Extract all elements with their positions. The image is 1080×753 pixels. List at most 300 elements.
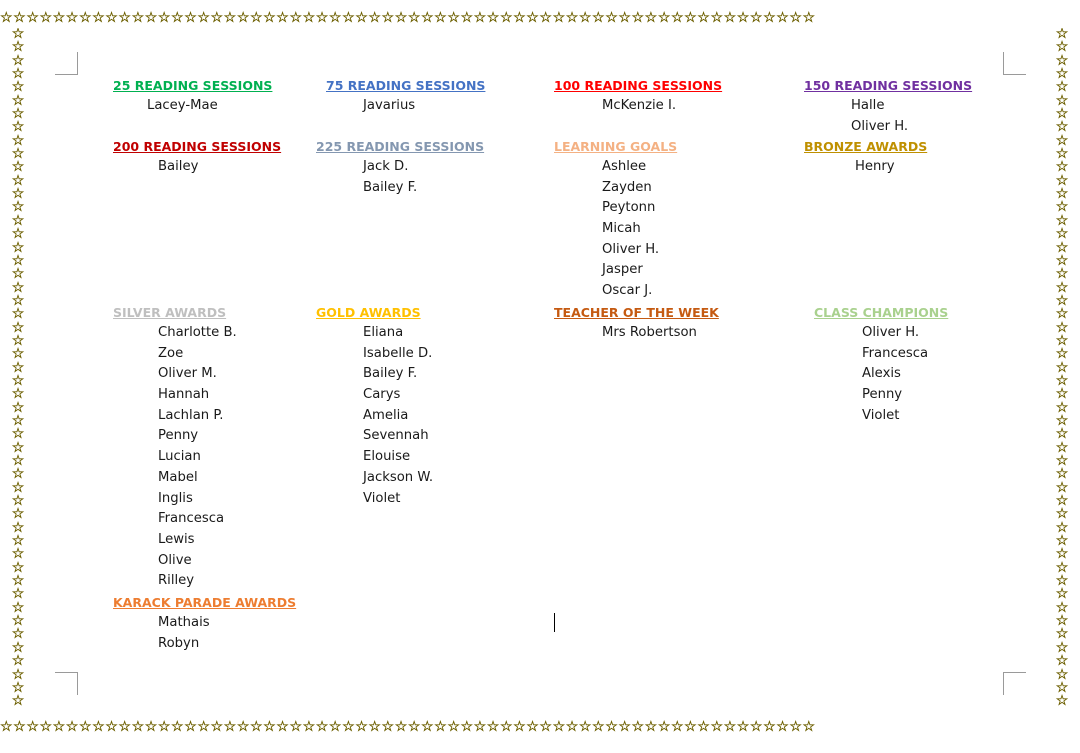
star-outline-icon: ☆ [1055,172,1069,189]
star-outline-icon: ☆ [11,399,25,416]
star-outline-icon: ☆ [11,306,25,323]
star-outline-icon: ☆ [1055,252,1069,269]
star-outline-icon: ☆ [381,10,395,26]
star-outline-icon: ☆ [315,10,329,26]
star-outline-icon: ☆ [11,372,25,389]
award-name: Robyn [158,635,200,651]
star-outline-icon: ☆ [684,10,698,26]
star-outline-icon: ☆ [1055,146,1069,163]
star-outline-icon: ☆ [421,10,435,26]
star-outline-icon: ☆ [1055,359,1069,376]
award-name: Carys [363,387,401,403]
section-heading: 200 READING SESSIONS [113,139,282,154]
name-list [158,323,237,592]
star-outline-icon: ☆ [0,719,14,735]
star-outline-icon: ☆ [1055,559,1069,576]
star-outline-icon: ☆ [368,10,382,26]
name-list [855,157,895,178]
award-name: Francesca [862,345,929,361]
star-outline-icon: ☆ [1055,666,1069,683]
section-heading: 225 READING SESSIONS [316,139,485,154]
star-outline-icon: ☆ [342,719,356,735]
star-outline-icon: ☆ [1055,479,1069,496]
star-outline-icon: ☆ [802,719,816,735]
star-outline-icon: ☆ [171,719,185,735]
star-outline-icon: ☆ [11,653,25,670]
star-outline-icon: ☆ [11,292,25,309]
star-outline-icon: ☆ [11,679,25,696]
star-outline-icon: ☆ [447,719,461,735]
name-list [147,96,218,117]
star-outline-icon: ☆ [684,719,698,735]
star-outline-icon: ☆ [670,719,685,735]
section-heading: GOLD AWARDS [316,305,421,320]
star-outline-icon: ☆ [1055,132,1069,149]
star-outline-icon: ☆ [11,172,25,189]
star-outline-icon: ☆ [11,186,25,203]
star-outline-icon: ☆ [460,10,474,26]
star-outline-icon: ☆ [631,719,645,735]
star-outline-icon: ☆ [11,666,25,683]
award-name: Ashlee [602,159,647,174]
award-name: Bailey F. [363,179,418,195]
award-name: Halle [851,98,885,113]
star-outline-icon: ☆ [1055,159,1069,176]
star-outline-icon: ☆ [1055,226,1069,243]
star-outline-icon: ☆ [1055,199,1069,216]
star-outline-icon: ☆ [434,10,448,26]
award-name: Oliver H. [851,118,909,134]
name-list [602,157,659,302]
name-list [851,96,908,137]
star-outline-icon: ☆ [697,10,711,26]
star-outline-icon: ☆ [1055,79,1069,96]
page-border-top [0,8,1080,28]
section-heading: 100 READING SESSIONS [554,78,723,93]
award-name: Lewis [158,531,195,547]
section-heading: 150 READING SESSIONS [804,78,973,93]
star-outline-icon: ☆ [197,10,211,26]
margin-corner-top-right [1003,52,1026,75]
star-outline-icon: ☆ [578,10,593,26]
star-outline-icon: ☆ [249,719,264,735]
star-outline-icon: ☆ [499,10,514,26]
name-list [363,96,415,117]
star-outline-icon: ☆ [249,10,264,26]
star-outline-icon: ☆ [776,719,790,735]
name-list [602,96,676,117]
star-outline-icon: ☆ [11,546,25,563]
star-outline-icon: ☆ [657,10,671,26]
star-outline-icon: ☆ [670,10,685,26]
star-outline-icon: ☆ [592,719,606,735]
star-outline-icon: ☆ [11,79,25,96]
star-outline-icon: ☆ [1055,493,1069,510]
award-name: Oscar J. [602,283,653,299]
award-name: Rilley [158,573,195,589]
award-name: Penny [862,387,903,403]
star-outline-icon: ☆ [11,28,25,42]
star-outline-icon: ☆ [776,10,790,26]
star-outline-icon: ☆ [1055,106,1069,123]
star-outline-icon: ☆ [763,719,777,735]
star-outline-icon: ☆ [1055,412,1069,429]
star-outline-icon: ☆ [11,199,25,216]
star-outline-icon: ☆ [1055,66,1069,83]
star-outline-icon: ☆ [618,10,632,26]
name-list [158,157,198,178]
star-outline-icon: ☆ [184,719,198,735]
star-outline-icon: ☆ [1055,52,1069,69]
page-border-right [1052,28,1072,717]
star-outline-icon: ☆ [78,10,93,26]
star-outline-icon: ☆ [605,719,619,735]
star-outline-icon: ☆ [1055,332,1069,349]
star-outline-icon: ☆ [1055,386,1069,403]
star-outline-icon: ☆ [11,493,25,510]
star-outline-icon: ☆ [1055,186,1069,203]
award-name: Penny [158,428,199,444]
star-outline-icon: ☆ [1055,613,1069,630]
star-outline-icon: ☆ [157,719,172,735]
star-outline-icon: ☆ [11,252,25,269]
star-outline-icon: ☆ [263,719,277,735]
star-outline-icon: ☆ [539,719,553,735]
award-name: Oliver H. [862,325,920,340]
star-outline-icon: ☆ [0,10,14,26]
margin-corner-bottom-left [55,672,78,695]
star-outline-icon: ☆ [144,10,158,26]
page-border-bottom [0,717,1080,737]
star-outline-icon: ☆ [276,719,290,735]
star-outline-icon: ☆ [526,10,540,26]
star-outline-icon: ☆ [11,613,25,630]
star-outline-icon: ☆ [184,10,198,26]
star-outline-icon: ☆ [657,719,671,735]
name-list [862,323,928,426]
star-outline-icon: ☆ [11,626,25,643]
section-heading: KARACK PARADE AWARDS [113,595,297,610]
star-outline-icon: ☆ [434,719,448,735]
star-outline-icon: ☆ [263,10,277,26]
star-outline-icon: ☆ [1055,626,1069,643]
star-outline-icon: ☆ [236,10,250,26]
star-outline-icon: ☆ [11,386,25,403]
star-outline-icon: ☆ [565,10,579,26]
star-outline-icon: ☆ [11,466,25,483]
star-outline-icon: ☆ [11,92,25,109]
star-outline-icon: ☆ [65,719,79,735]
star-outline-icon: ☆ [92,719,106,735]
star-outline-icon: ☆ [592,10,606,26]
star-outline-icon: ☆ [11,519,25,536]
star-outline-icon: ☆ [539,10,553,26]
star-outline-icon: ☆ [210,10,224,26]
star-outline-icon: ☆ [723,719,737,735]
star-outline-icon: ☆ [11,106,25,123]
star-outline-icon: ☆ [52,10,66,26]
award-name: Oliver H. [602,241,660,257]
star-outline-icon: ☆ [11,359,25,376]
star-outline-icon: ☆ [78,719,93,735]
section-heading: SILVER AWARDS [113,305,227,320]
name-list [158,613,210,654]
star-outline-icon: ☆ [39,10,53,26]
star-outline-icon: ☆ [1055,693,1069,710]
star-outline-icon: ☆ [578,719,593,735]
star-outline-icon: ☆ [13,719,27,735]
star-outline-icon: ☆ [394,719,408,735]
star-outline-icon: ☆ [11,506,25,523]
star-outline-icon: ☆ [11,559,25,576]
star-outline-icon: ☆ [697,719,711,735]
star-outline-icon: ☆ [355,719,369,735]
star-outline-icon: ☆ [1055,599,1069,616]
star-outline-icon: ☆ [11,533,25,550]
star-outline-icon: ☆ [11,66,25,83]
star-outline-icon: ☆ [499,719,514,735]
section-heading: CLASS CHAMPIONS [814,305,949,320]
star-outline-icon: ☆ [1055,639,1069,656]
star-outline-icon: ☆ [1055,372,1069,389]
star-outline-icon: ☆ [486,10,500,26]
award-name: McKenzie I. [602,98,677,113]
star-outline-icon: ☆ [394,10,408,26]
star-outline-icon: ☆ [1055,586,1069,603]
star-outline-icon: ☆ [1055,466,1069,483]
award-name: Zayden [602,179,652,195]
star-outline-icon: ☆ [11,426,25,443]
star-outline-icon: ☆ [1055,319,1069,336]
award-name: Jack D. [363,159,409,174]
star-outline-icon: ☆ [473,719,487,735]
star-outline-icon: ☆ [26,719,40,735]
award-name: Lucian [158,449,201,465]
star-outline-icon: ☆ [1055,266,1069,283]
award-name: Hannah [158,387,210,403]
section-heading: 25 READING SESSIONS [113,78,273,93]
star-outline-icon: ☆ [1055,119,1069,136]
star-outline-icon: ☆ [644,10,658,26]
star-outline-icon: ☆ [723,10,737,26]
star-outline-icon: ☆ [368,719,382,735]
star-outline-icon: ☆ [223,719,237,735]
award-name: Henry [855,159,895,174]
star-outline-icon: ☆ [789,10,803,26]
text-cursor [554,613,555,632]
star-outline-icon: ☆ [1055,453,1069,469]
star-outline-icon: ☆ [11,479,25,496]
star-outline-icon: ☆ [11,586,25,603]
award-name: Isabelle D. [363,345,433,361]
page-border-left [8,28,28,717]
star-outline-icon: ☆ [289,10,303,26]
star-outline-icon: ☆ [105,10,119,26]
star-outline-icon: ☆ [11,279,25,296]
star-outline-icon: ☆ [11,346,25,363]
name-list [602,323,697,344]
star-outline-icon: ☆ [631,10,645,26]
star-outline-icon: ☆ [11,239,25,256]
award-name: Violet [862,407,900,423]
star-outline-icon: ☆ [710,10,724,26]
star-outline-icon: ☆ [460,719,474,735]
star-outline-icon: ☆ [13,10,27,26]
star-outline-icon: ☆ [1055,439,1069,456]
star-outline-icon: ☆ [1055,39,1069,56]
award-name: Oliver M. [158,366,217,382]
star-outline-icon: ☆ [1055,426,1069,443]
star-outline-icon: ☆ [11,159,25,176]
star-outline-icon: ☆ [710,719,724,735]
star-outline-icon: ☆ [210,719,224,735]
star-outline-icon: ☆ [11,453,25,469]
star-outline-icon: ☆ [131,719,145,735]
star-outline-icon: ☆ [1055,346,1069,363]
star-outline-icon: ☆ [276,10,290,26]
star-outline-icon: ☆ [1055,28,1069,42]
star-outline-icon: ☆ [605,10,619,26]
section-heading: BRONZE AWARDS [804,139,928,154]
star-outline-icon: ☆ [11,132,25,149]
star-outline-icon: ☆ [618,719,632,735]
star-outline-icon: ☆ [328,719,343,735]
star-outline-icon: ☆ [513,10,527,26]
star-outline-icon: ☆ [315,719,329,735]
star-outline-icon: ☆ [552,719,566,735]
section-heading: TEACHER OF THE WEEK [554,305,719,320]
star-outline-icon: ☆ [328,10,343,26]
award-name: Elouise [363,449,411,465]
star-outline-icon: ☆ [1055,653,1069,670]
star-outline-icon: ☆ [236,719,250,735]
star-outline-icon: ☆ [802,10,816,26]
star-outline-icon: ☆ [526,719,540,735]
star-outline-icon: ☆ [1055,506,1069,523]
star-outline-icon: ☆ [11,266,25,283]
star-outline-icon: ☆ [789,719,803,735]
star-outline-icon: ☆ [11,573,25,590]
star-outline-icon: ☆ [1055,279,1069,296]
award-name: Olive [158,552,192,568]
award-name: Jackson W. [363,469,434,485]
section-heading: 75 READING SESSIONS [326,78,486,93]
star-outline-icon: ☆ [1055,519,1069,536]
star-outline-icon: ☆ [105,719,119,735]
star-outline-icon: ☆ [11,439,25,456]
star-outline-icon: ☆ [52,719,66,735]
star-outline-icon: ☆ [473,10,487,26]
award-name: Bailey [158,159,199,174]
star-outline-icon: ☆ [736,10,750,26]
star-outline-icon: ☆ [1055,533,1069,550]
star-outline-icon: ☆ [11,412,25,429]
award-name: Javarius [363,98,416,113]
award-name: Francesca [158,511,225,527]
star-outline-icon: ☆ [421,719,435,735]
award-name: Alexis [862,366,901,382]
star-outline-icon: ☆ [118,10,132,26]
award-name: Micah [602,221,641,237]
star-outline-icon: ☆ [381,719,395,735]
star-outline-icon: ☆ [144,719,158,735]
award-name: Violet [363,490,401,506]
star-outline-icon: ☆ [1055,292,1069,309]
star-outline-icon: ☆ [1055,573,1069,590]
star-outline-icon: ☆ [513,719,527,735]
star-outline-icon: ☆ [118,719,132,735]
name-list [363,157,417,198]
star-outline-icon: ☆ [11,226,25,243]
star-outline-icon: ☆ [1055,212,1069,229]
star-outline-icon: ☆ [1055,546,1069,563]
star-outline-icon: ☆ [302,719,316,735]
award-name: Eliana [363,325,404,340]
name-list [363,323,433,509]
star-outline-icon: ☆ [763,10,777,26]
star-outline-icon: ☆ [565,719,579,735]
award-name: Mrs Robertson [602,325,697,340]
star-outline-icon: ☆ [11,39,25,56]
star-outline-icon: ☆ [447,10,461,26]
award-name: Charlotte B. [158,325,237,340]
award-name: Sevennah [363,428,429,444]
star-outline-icon: ☆ [749,10,764,26]
star-outline-icon: ☆ [157,10,172,26]
star-outline-icon: ☆ [342,10,356,26]
award-name: Lachlan P. [158,407,224,423]
star-outline-icon: ☆ [11,639,25,656]
award-name: Lacey-Mae [147,98,218,113]
star-outline-icon: ☆ [355,10,369,26]
star-outline-icon: ☆ [302,10,316,26]
award-name: Inglis [158,490,193,506]
star-outline-icon: ☆ [11,332,25,349]
star-outline-icon: ☆ [223,10,237,26]
star-outline-icon: ☆ [552,10,566,26]
star-outline-icon: ☆ [65,10,79,26]
award-name: Mathais [158,615,210,630]
star-outline-icon: ☆ [11,52,25,69]
star-outline-icon: ☆ [486,719,500,735]
section-heading: LEARNING GOALS [554,139,678,154]
star-outline-icon: ☆ [171,10,185,26]
award-name: Zoe [158,345,184,361]
star-outline-icon: ☆ [131,10,145,26]
star-outline-icon: ☆ [1055,399,1069,416]
star-outline-icon: ☆ [11,693,25,710]
margin-corner-top-left [55,52,78,75]
star-outline-icon: ☆ [736,719,750,735]
star-outline-icon: ☆ [407,10,421,26]
star-outline-icon: ☆ [1055,679,1069,696]
star-outline-icon: ☆ [26,10,40,26]
star-outline-icon: ☆ [1055,306,1069,323]
award-name: Bailey F. [363,366,418,382]
star-outline-icon: ☆ [749,719,764,735]
star-outline-icon: ☆ [197,719,211,735]
star-outline-icon: ☆ [11,212,25,229]
margin-corner-bottom-right [1003,672,1026,695]
star-outline-icon: ☆ [1055,239,1069,256]
star-outline-icon: ☆ [407,719,421,735]
star-outline-icon: ☆ [92,10,106,26]
star-outline-icon: ☆ [1055,92,1069,109]
award-name: Mabel [158,469,198,485]
award-name: Jasper [602,262,643,278]
star-outline-icon: ☆ [11,146,25,163]
star-outline-icon: ☆ [11,319,25,336]
